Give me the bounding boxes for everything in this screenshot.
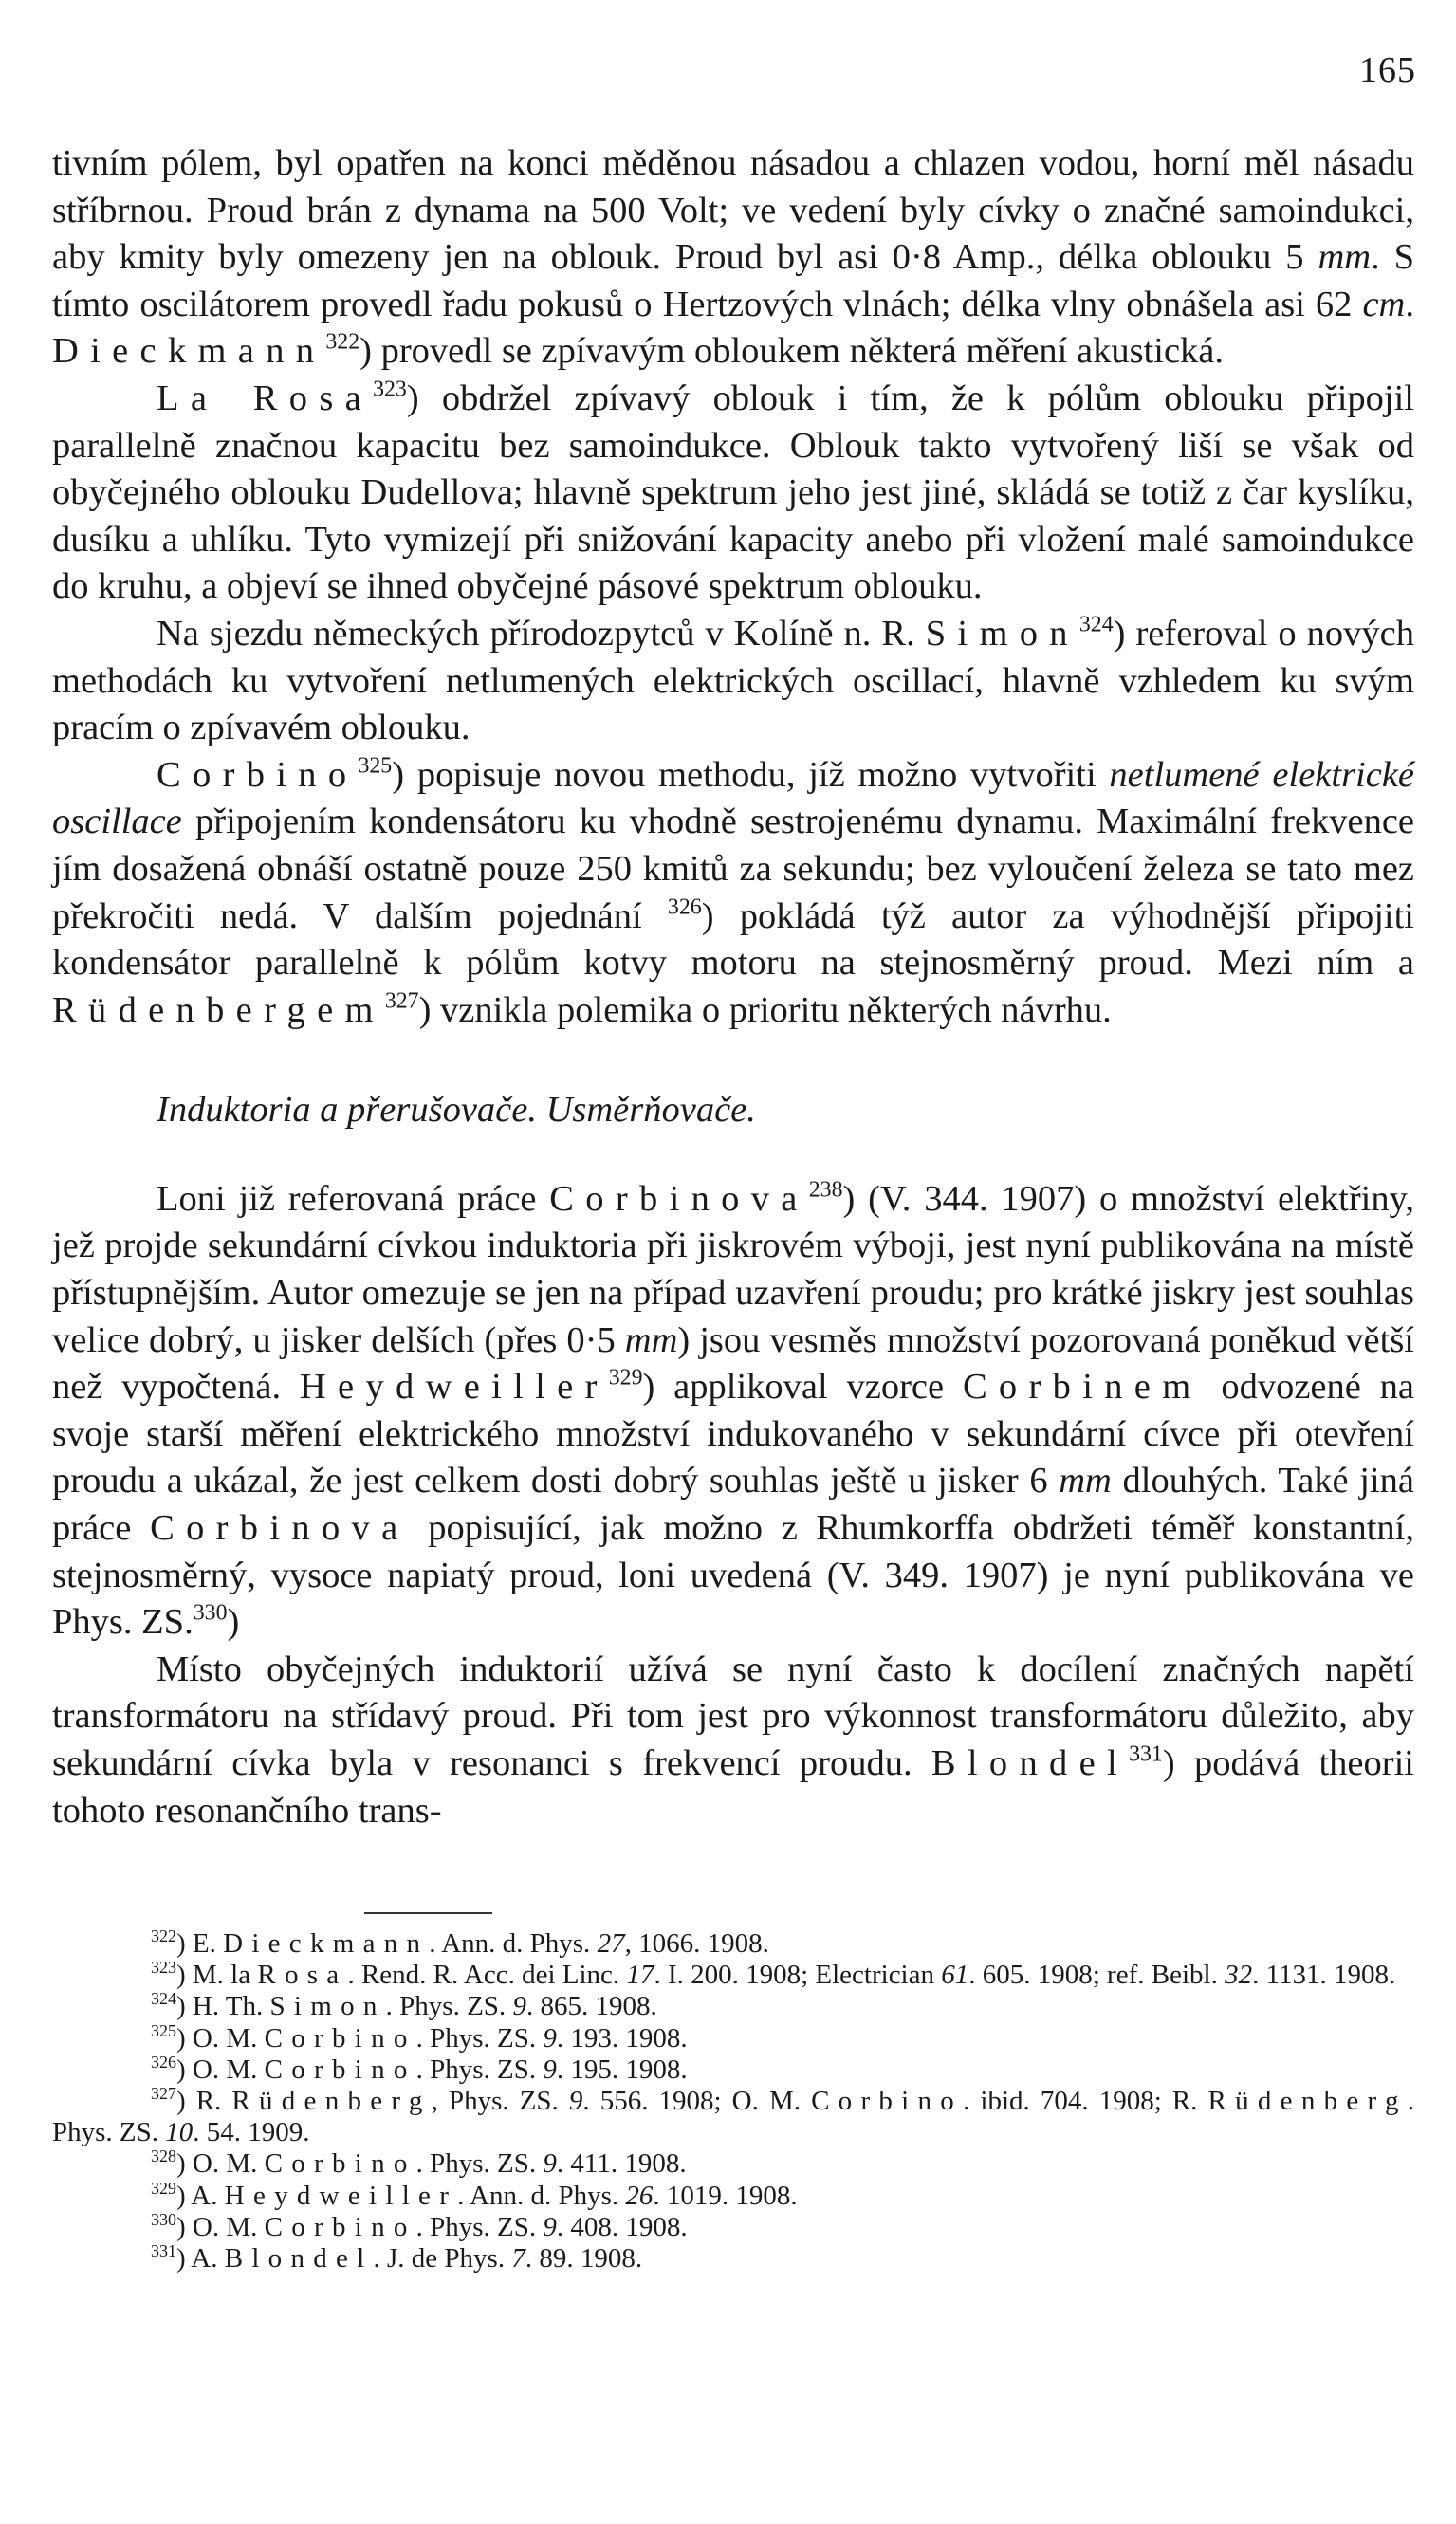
- footnote-ref[interactable]: 238: [808, 1177, 843, 1203]
- author-name: Rüdenberg: [231, 2086, 432, 2117]
- author-name: Corbino: [264, 2022, 416, 2054]
- author-name: Corbinem: [962, 1367, 1203, 1408]
- text-run: O. M.: [192, 2054, 265, 2085]
- text-run: Loni již referovaná práce: [157, 1178, 550, 1219]
- text-run: odvozené na svoje starší měření elektrického množství indukovaného v sekundární cívce při otevření proudu a ukázal, že jest celkem dosti dobrý souhlas ještě u jisker 6: [52, 1367, 1414, 1502]
- text-run: . 1131. 1908.: [1252, 1960, 1396, 1991]
- unit-mm: mm: [1059, 1461, 1112, 1502]
- footnote-ref[interactable]: 330: [193, 1600, 228, 1626]
- text-run: . 605. 1908; ref. Beibl.: [968, 1960, 1226, 1991]
- volume: 9: [568, 2086, 583, 2117]
- footnote-number: 329: [151, 2178, 176, 2198]
- emphasis: netlumené elektrické oscillace: [52, 754, 1415, 842]
- footnote-ref[interactable]: 324: [1078, 612, 1114, 637]
- text-run: . 195. 1908.: [556, 2054, 688, 2085]
- footnote-number: 324: [151, 1989, 176, 2009]
- author-name: Corbinova: [549, 1178, 809, 1219]
- author-name: Heydweiller: [224, 2180, 458, 2211]
- volume: 9: [512, 1991, 526, 2022]
- text-run: . 89. 1908.: [525, 2243, 643, 2275]
- footnote-number: 328: [151, 2146, 176, 2166]
- paragraph: [52, 376, 1414, 611]
- footnote-ref[interactable]: 331: [1129, 1741, 1163, 1767]
- footnote: $^{322}$) E. Dieckmann. Ann. d. Phys. 27, 1066. 1908.: [151, 1926, 769, 1959]
- text-run: , Phys. ZS.: [431, 2086, 569, 2117]
- footnote: $^{327}$) R. Rüdenberg, Phys. ZS. 9. 556. 1908; O. M. Corbino. ibid. 704. 1908; R. Rüdenberg. Phys. ZS. 10. 54. 1909.: [52, 2084, 1414, 2148]
- text-run: ) applikoval vzorce: [642, 1367, 963, 1408]
- text-run: O. M.: [192, 2022, 265, 2054]
- author-name: Dieckmann: [223, 1928, 430, 1959]
- author-name: Blondel: [224, 2243, 374, 2275]
- footnote-number: 331: [151, 2241, 176, 2261]
- volume: 7: [511, 2243, 525, 2275]
- footnote-ref[interactable]: 322: [325, 330, 360, 356]
- text-run: ) provedl se zpívavým obloukem některá měření akustická.: [359, 331, 1225, 372]
- footnote: $^{330}$) O. M. Corbino. Phys. ZS. 9. 408. 1908.: [151, 2210, 688, 2242]
- page-number: 165: [1359, 50, 1416, 90]
- text-run: A.: [191, 2180, 225, 2211]
- author-name: Corbino: [264, 2211, 416, 2242]
- text-run: . Rend. R. Acc. dei Linc.: [347, 1960, 627, 1991]
- author-name: Corbino: [157, 754, 359, 795]
- text-run: . Phys. ZS.: [415, 2054, 544, 2085]
- text-run: H. Th.: [192, 1991, 270, 2022]
- author-name: Corbino: [264, 2054, 416, 2085]
- volume: 9: [543, 2022, 557, 2054]
- footnote: $^{325}$) O. M. Corbino. Phys. ZS. 9. 193. 1908.: [151, 2020, 688, 2054]
- text-run: . 556. 1908; O. M.: [582, 2086, 812, 2117]
- footnote-ref[interactable]: 323: [373, 377, 407, 402]
- volume: 10: [165, 2117, 194, 2148]
- volume: 17: [626, 1960, 654, 1991]
- text-run: ) jsou vesměs množství pozorovaná poněkud větší než vypočtená.: [52, 1319, 1414, 1408]
- author-name: La Rosa: [157, 378, 374, 418]
- footnote-number: 330: [151, 2210, 176, 2230]
- text-run: . Ann. d. Phys.: [429, 1928, 598, 1959]
- footnote-number: 323: [151, 1958, 176, 1978]
- author-name: Simon: [925, 613, 1079, 654]
- footnote-ref[interactable]: 326: [667, 894, 702, 920]
- text-run: . Phys. ZS.: [415, 2211, 544, 2242]
- paragraph: [52, 752, 1414, 1035]
- text-run: . 193. 1908.: [556, 2022, 688, 2054]
- text-run: . Phys. ZS.: [52, 2086, 1414, 2148]
- author-name: Blondel: [931, 1743, 1130, 1783]
- text-run: připojením kondensátoru ku vhodně sestrojenému dynamu. Maximální frekvence jím dosažená obnáší ostatně pouze 250 kmitů za sekundu; bez vyloučení železa se tato mez překročiti nedá. V dalším pojednání: [52, 801, 1414, 936]
- text-run: ) podává theorii tohoto resonančního trans-: [52, 1743, 1414, 1831]
- footnote: $^{323}$) M. la Rosa. Rend. R. Acc. dei Linc. 17. I. 200. 1908; Electrician 61. 605. 1908; ref. Beibl. 32. 1131. 1908.: [151, 1958, 1396, 1991]
- author-name: Rüdenberg: [1207, 2086, 1408, 2117]
- text-run: . I. 200. 1908; Electrician: [654, 1960, 942, 1991]
- footnotes: [52, 1928, 1414, 2275]
- text-run: . Ann. d. Phys.: [457, 2180, 626, 2211]
- text-run: . 411. 1908.: [556, 2148, 687, 2180]
- author-name: Simon: [269, 1991, 386, 2022]
- text-run: . Phys. ZS.: [385, 1991, 513, 2022]
- footnote: $^{324}$) H. Th. Simon. Phys. ZS. 9. 865. 1908.: [151, 1989, 657, 2022]
- text-run: Na sjezdu německých přírodozpytců v Kolíně n. R.: [157, 613, 926, 654]
- footnote-ref[interactable]: 329: [608, 1365, 643, 1391]
- text-run: ): [227, 1602, 240, 1643]
- footnote-divider: [364, 1912, 492, 1914]
- volume: 61: [941, 1960, 969, 1991]
- author-suffix: em: [317, 989, 385, 1030]
- text-run: R.: [195, 2086, 232, 2117]
- text-run: ) referoval o nových methodách ku vytvoření netlumených elektrických oscillací, hlavně vzhledem ku svým pracím o zpívavém oblouku.: [52, 613, 1414, 748]
- text-run: popisující, jak možno z Rhumkorffa obdržeti téměř konstantní, stejnosměrný, vysoce napiatý proud, loni uvedená (V. 349. 1907) je nyní publikována ve Phys. ZS.: [52, 1508, 1415, 1643]
- volume: 9: [543, 2148, 557, 2180]
- author-name: Corbinova: [150, 1508, 410, 1549]
- text-run: , 1066. 1908.: [624, 1928, 769, 1959]
- paragraph: [52, 611, 1414, 752]
- text-run: . Phys. ZS.: [415, 2148, 544, 2180]
- unit-cm: cm: [1362, 284, 1406, 324]
- footnote: $^{328}$) O. M. Corbino. Phys. ZS. 9. 411. 1908.: [151, 2146, 687, 2180]
- volume: 9: [543, 2211, 557, 2242]
- footnote-number: 327: [151, 2084, 176, 2104]
- text-run: O. M.: [192, 2148, 265, 2180]
- footnote: $^{331}$) A. Blondel. J. de Phys. 7. 89. 1908.: [151, 2241, 643, 2275]
- paragraph: [52, 1176, 1414, 1647]
- text-run: O. M.: [192, 2211, 265, 2242]
- footnote: $^{329}$) A. Heydweiller. Ann. d. Phys. 26. 1019. 1908.: [151, 2178, 798, 2211]
- body-text: [52, 140, 1414, 1834]
- footnote-number: 326: [151, 2053, 176, 2073]
- volume: 32: [1225, 1960, 1253, 1991]
- text-run: ) (V. 344. 1907) o množství elektřiny, jež projde sekundární cívkou induktoria při jiskrovém výboji, jest nyní publikována na místě přístupnějším. Autor omezuje se jen na případ uzavření proudu; pro krátké jiskry jest souhlas velice dobrý, u jisker delších (přes 0·5: [52, 1178, 1414, 1360]
- text-run: .: [1405, 284, 1414, 324]
- author-name: Dieckmann: [52, 331, 326, 372]
- text-run: . J. de Phys.: [373, 2243, 512, 2275]
- unit-mm: mm: [1318, 237, 1372, 278]
- text-run: ) popisuje novou methodu, jíž možno vytvořiti: [392, 754, 1110, 795]
- footnote-number: 325: [151, 2020, 176, 2040]
- author-name: Rüdenberg: [52, 989, 318, 1030]
- text-run: Místo obyčejných induktorií užívá se nyní často k docílení značných napětí transformátoru na střídavý proud. Při tom jest pro výkonnost transformátoru důležito, aby sekundární cívka byla v resonanci s frekvencí proudu.: [52, 1649, 1414, 1783]
- text-run: . 408. 1908.: [556, 2211, 688, 2242]
- volume: 27: [597, 1928, 625, 1959]
- author-name: Heydweiller: [299, 1367, 609, 1408]
- author-name: Rosa: [257, 1960, 348, 1991]
- volume: 26: [625, 2180, 654, 2211]
- author-name: Corbino: [811, 2086, 964, 2117]
- text-run: dlouhých. Také jiná práce: [52, 1461, 1415, 1549]
- text-run: E.: [192, 1928, 224, 1959]
- footnote-number: 322: [151, 1926, 176, 1946]
- footnote: $^{326}$) O. M. Corbino. Phys. ZS. 9. 195. 1908.: [151, 2053, 688, 2085]
- text-run: A.: [191, 2243, 225, 2275]
- text-run: tivním pólem, byl opatřen na konci měděnou násadou a chlazen vodou, horní měl násadu stříbrnou. Proud brán z dynama na 500 Volt; ve vedení byly cívky o značné samoindukci, aby kmity byly omezeny jen na oblouk. Proud byl asi 0·8 Amp., délka oblouku 5: [52, 143, 1414, 278]
- volume: 9: [543, 2054, 557, 2085]
- unit-mm: mm: [624, 1319, 678, 1360]
- text-run: ) vznikla polemika o prioritu některých návrhu.: [418, 989, 1112, 1030]
- text-run: ) pokládá týž autor za výhodnější připojiti kondensátor parallelně k pólům kotvy motoru na stejnosměrný proud. Mezi ním a: [52, 895, 1414, 984]
- text-run: . Phys. ZS.: [415, 2022, 544, 2054]
- text-run: . 1019. 1908.: [653, 2180, 798, 2211]
- text-run: . 54. 1909.: [193, 2117, 310, 2148]
- text-run: . 865. 1908.: [525, 1991, 657, 2022]
- paragraph: [52, 1647, 1414, 1834]
- footnote-ref[interactable]: 325: [358, 753, 393, 779]
- paragraph: [52, 140, 1414, 376]
- text-run: M. la: [192, 1960, 258, 1991]
- section-heading: Induktoria a přerušovače. Usměrňovače.: [157, 1090, 756, 1131]
- text-run: . ibid. 704. 1908; R.: [963, 2086, 1208, 2117]
- text-run: ) obdržel zpívavý oblouk i tím, že k pólům oblouku připojil parallelně značnou kapacitu bez samoindukce. Oblouk takto vytvořený liší se však od obyčejného oblouku Dudellova; hlavně spektrum jeho jest jiné, skládá se totiž z čar kyslíku, dusíku a uhlíku. Tyto vymizejí při snižování kapacity anebo při vložení malé samoindukce do kruhu, a objeví se ihned obyčejné pásové spektrum oblouku.: [52, 378, 1414, 607]
- footnote-ref[interactable]: 327: [384, 988, 419, 1014]
- author-name: Corbino: [264, 2148, 416, 2180]
- text-run: . S tímto oscilátorem provedl řadu pokusů o Hertzových vlnách; délka vlny obnášela asi 62: [52, 237, 1414, 324]
